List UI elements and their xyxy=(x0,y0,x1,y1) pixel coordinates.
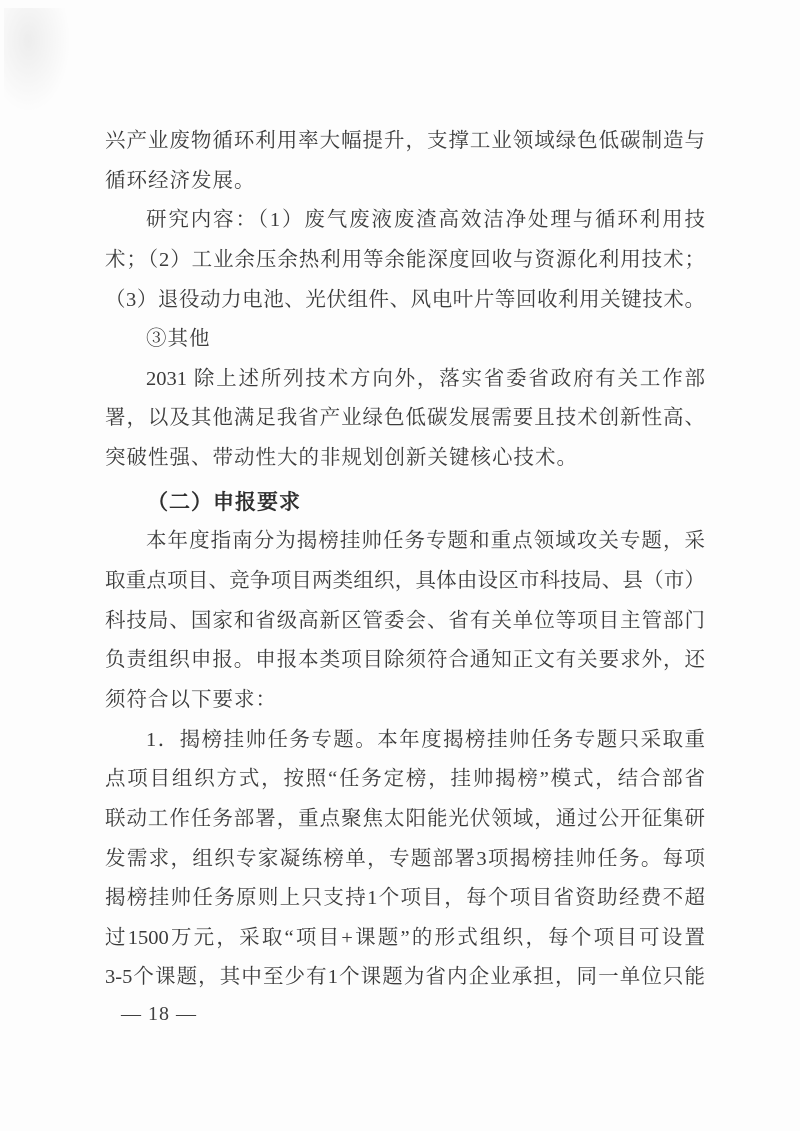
text-line: 1．揭榜挂帅任务专题。本年度揭榜挂帅任务专题只采取重 xyxy=(146,728,705,751)
text-line: 过1500万元，采取“项目+课题”的形式组织，每个项目可设置 xyxy=(105,926,705,949)
text-line: 循环经济发展。 xyxy=(105,169,256,192)
text-line: 科技局、国家和省级高新区管委会、省有关单位等项目主管部门 xyxy=(105,609,705,632)
scan-artifact xyxy=(4,8,74,118)
text-line: ③其他 xyxy=(146,328,211,351)
text-line: 发需求，组织专家凝练榜单，专题部署3项揭榜挂帅任务。每项 xyxy=(105,847,705,870)
text-line: 兴产业废物循环利用率大幅提升，支撑工业领域绿色低碳制造与 xyxy=(105,130,705,152)
text-line: （3）退役动力电池、光伏组件、风电叶片等回收利用关键技术。 xyxy=(105,288,705,311)
text-line: 研究内容：（1）废气废液废渣高效洁净处理与循环利用技 xyxy=(146,209,705,232)
text-line: 须符合以下要求： xyxy=(105,688,277,711)
text-line: 署，以及其他满足我省产业绿色低碳发展需要且技术创新性高、 xyxy=(105,407,705,430)
text-line: 本年度指南分为揭榜挂帅任务专题和重点领域攻关专题，采 xyxy=(146,530,705,553)
document-body xyxy=(105,122,705,998)
section-heading: （二）申报要求 xyxy=(147,490,301,514)
text-line: 3-5个课题，其中至少有1个课题为省内企业承担，同一单位只能 xyxy=(105,966,705,989)
text-line: 揭榜挂帅任务原则上只支持1个项目，每个项目省资助经费不超 xyxy=(105,887,705,910)
text-line: 联动工作任务部署，重点聚焦太阳能光伏领域，通过公开征集研 xyxy=(105,807,705,830)
text-line: 突破性强、带动性大的非规划创新关键核心技术。 xyxy=(105,447,578,470)
text-line: 负责组织申报。申报本类项目除须符合通知正文有关要求外，还 xyxy=(105,649,705,672)
page-number: — 18 — xyxy=(121,1003,197,1025)
text-line: 点项目组织方式，按照“任务定榜，挂帅揭榜”模式，结合部省 xyxy=(105,768,705,791)
text-line: 取重点项目、竞争项目两类组织，具体由设区市科技局、县（市） xyxy=(105,570,705,593)
text-line: 术；（2）工业余压余热利用等余能深度回收与资源化利用技术； xyxy=(105,248,705,271)
text-line: 2031 除上述所列技术方向外，落实省委省政府有关工作部 xyxy=(146,367,705,390)
